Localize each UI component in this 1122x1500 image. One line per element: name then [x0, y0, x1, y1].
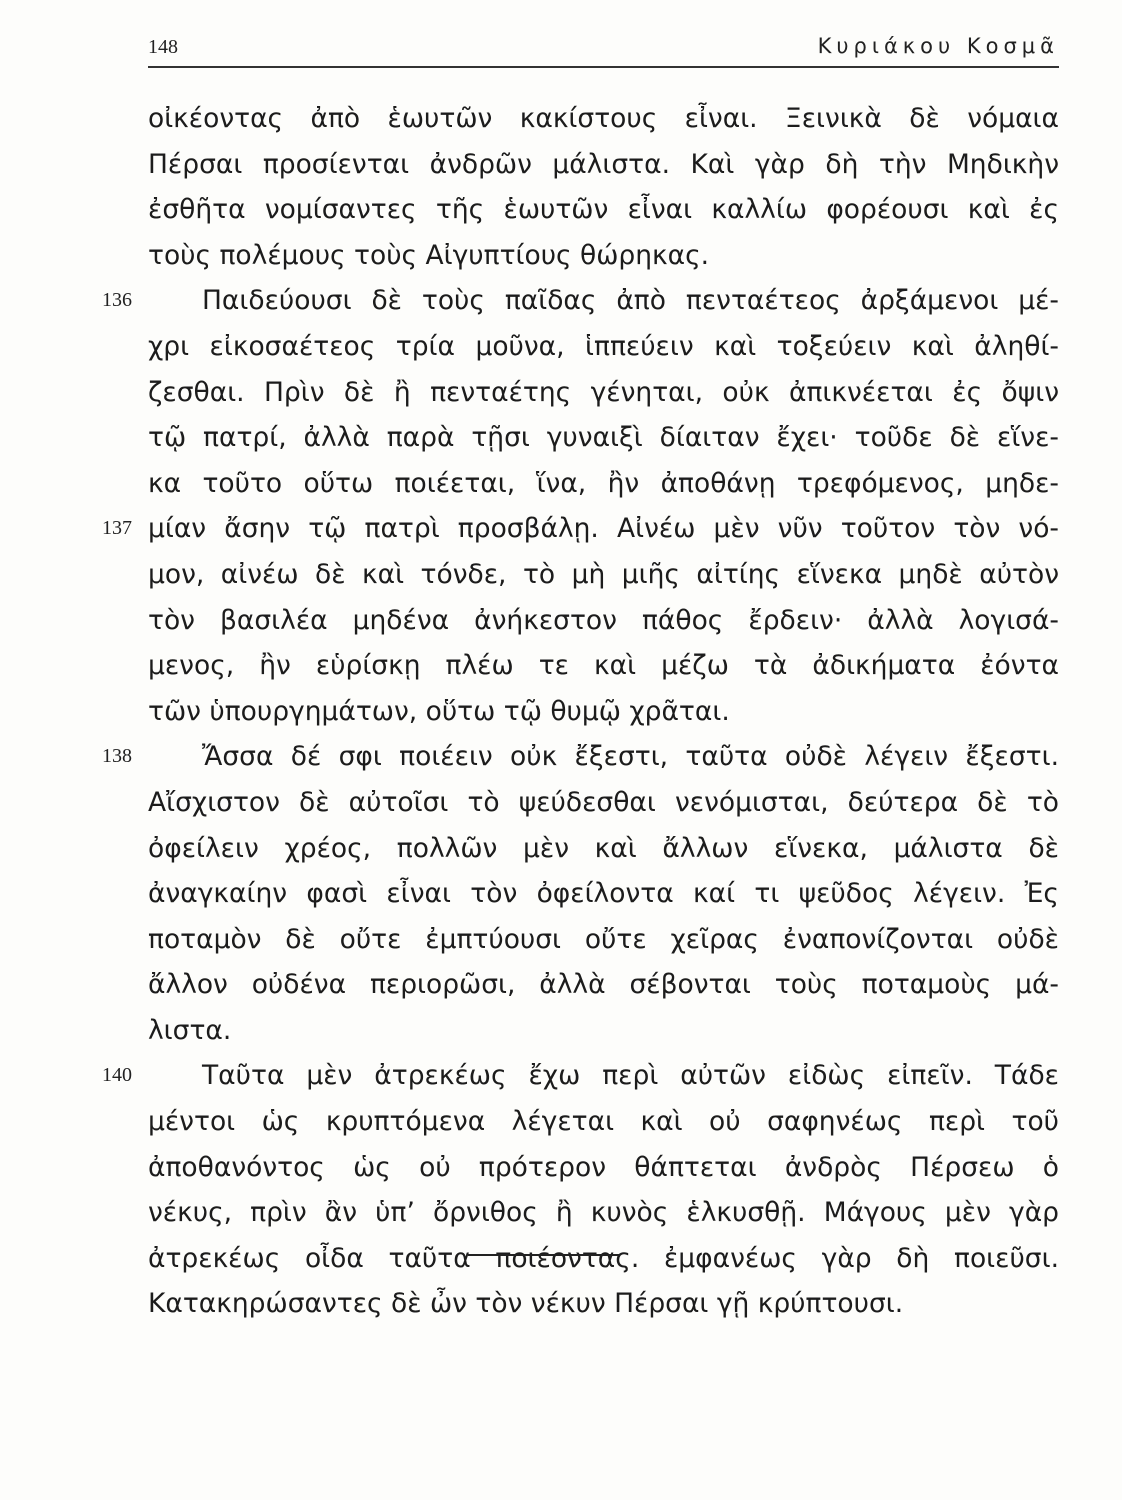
text-line [148, 962, 1059, 1008]
line-text: Ἄσσα δέ σφι ποιέειν οὐκ ἔξεστι, ταῦτα οὐδὲ λέγειν ἔξεστι. [202, 741, 1059, 773]
line-text: Κατακηρώσαντες δὲ ὦν τὸν νέκυν Πέρσαι γῇ κρύπτουσι. [148, 1288, 904, 1320]
line-text: μενος, ἢν εὑρίσκῃ πλέω τε καὶ μέζω τὰ ἀδικήματα ἐόντα [148, 650, 1059, 682]
line-text: ἐσθῆτα νομίσαντες τῆς ἑωυτῶν εἶναι καλλίω φορέουσι καὶ ἐς [148, 194, 1059, 226]
line-text: μίαν ἄσην τῷ πατρὶ προσβάλῃ. Αἰνέω μὲν νῦν τοῦτον τὸν νό- [148, 513, 1059, 545]
text-line [102, 278, 1059, 324]
line-text: χρι εἰκοσαέτεος τρία μοῦνα, ἱππεύειν καὶ τοξεύειν καὶ ἀληθί- [148, 330, 1059, 362]
text-line [102, 1053, 1059, 1099]
text-line [148, 780, 1059, 826]
line-text: τὸν βασιλέα μηδένα ἀνήκεστον πάθος ἔρδειν· ἀλλὰ λογισά- [148, 604, 1059, 636]
text-line [148, 1281, 1059, 1327]
text-line [148, 187, 1059, 233]
line-text: ζεσθαι. Πρὶν δὲ ἢ πενταέτης γένηται, οὐκ ἀπικνέεται ἐς ὄψιν [148, 376, 1059, 408]
line-text: ἄλλον οὐδένα περιορῶσι, ἀλλὰ σέβονται τοὺς ποταμοὺς μά- [148, 969, 1059, 1001]
text-line [148, 233, 1059, 279]
line-text: νέκυς, πρὶν ἂν ὑπ’ ὄρνιθος ἢ κυνὸς ἑλκυσθῇ. Μάγους μὲν γὰρ [148, 1197, 1059, 1229]
text-line [102, 734, 1059, 780]
text-line [148, 871, 1059, 917]
line-text: τοὺς πολέμους τοὺς Αἰγυπτίους θώρηκας. [148, 239, 710, 271]
text-line [148, 1008, 1059, 1054]
section-number: 140 [102, 1064, 132, 1087]
header-rule [148, 66, 1059, 68]
line-text: τῷ πατρί, ἀλλὰ παρὰ τῇσι γυναιξὶ δίαιταν ἔχει· τοῦδε δὲ εἵνε- [148, 422, 1059, 454]
text-line [148, 917, 1059, 963]
text-line [148, 461, 1059, 507]
line-text: τῶν ὑπουργημάτων, οὕτω τῷ θυμῷ χρᾶται. [148, 695, 730, 727]
line-text: Παιδεύουσι δὲ τοὺς παῖδας ἀπὸ πενταέτεος ἀρξάμενοι μέ- [202, 285, 1059, 317]
text-line [148, 643, 1059, 689]
line-text: μέντοι ὡς κρυπτόμενα λέγεται καὶ οὐ σαφηνέως περὶ τοῦ [148, 1106, 1059, 1138]
end-rule [468, 1254, 620, 1256]
page-number: 148 [148, 36, 178, 58]
text-line [148, 826, 1059, 872]
text-line [148, 415, 1059, 461]
line-text: ὀφείλειν χρέος, πολλῶν μὲν καὶ ἄλλων εἵνεκα, μάλιστα δὲ [148, 832, 1059, 864]
text-line [148, 1099, 1059, 1145]
text-line [148, 370, 1059, 416]
line-text: ποταμὸν δὲ οὔτε ἐμπτύουσι οὔτε χεῖρας ἐναπονίζονται οὐδὲ [148, 923, 1059, 955]
text-line [102, 506, 1059, 552]
page-header [148, 32, 1059, 68]
line-text: Ταῦτα μὲν ἀτρεκέως ἔχω περὶ αὐτῶν εἰδὼς εἰπεῖν. Τάδε [202, 1060, 1059, 1092]
line-text: μον, αἰνέω δὲ καὶ τόνδε, τὸ μὴ μιῆς αἰτίης εἵνεκα μηδὲ αὐτὸν [148, 558, 1059, 590]
body-text [102, 96, 1059, 1327]
section-number: 138 [102, 745, 132, 768]
text-line [148, 142, 1059, 188]
running-head: Κυριάκου Κοσμᾶ [817, 34, 1059, 58]
line-text: ἀτρεκέως οἶδα ταῦτα ποιέοντας. ἐμφανέως γὰρ δὴ ποιεῦσι. [148, 1242, 1059, 1274]
text-line [148, 689, 1059, 735]
section-number: 136 [102, 289, 132, 312]
text-line [148, 1145, 1059, 1191]
text-line [148, 598, 1059, 644]
line-text: Αἴσχιστον δὲ αὐτοῖσι τὸ ψεύδεσθαι νενόμισται, δεύτερα δὲ τὸ [148, 786, 1059, 818]
text-line [148, 1236, 1059, 1282]
line-text: κα τοῦτο οὕτω ποιέεται, ἵνα, ἢν ἀποθάνῃ τρεφόμενος, μηδε- [148, 467, 1059, 499]
line-text: ἀναγκαίην φασὶ εἶναι τὸν ὀφείλοντα καί τι ψεῦδος λέγειν. Ἐς [148, 878, 1059, 910]
line-text: Πέρσαι προσίενται ἀνδρῶν μάλιστα. Καὶ γὰρ δὴ τὴν Μηδικὴν [148, 148, 1059, 180]
section-number: 137 [102, 517, 132, 540]
text-line [148, 1190, 1059, 1236]
text-line [148, 552, 1059, 598]
text-line [148, 324, 1059, 370]
line-text: οἰκέοντας ἀπὸ ἑωυτῶν κακίστους εἶναι. Ξεινικὰ δὲ νόμαια [148, 103, 1059, 134]
line-text: λιστα. [148, 1014, 232, 1046]
line-text: ἀποθανόντος ὡς οὐ πρότερον θάπτεται ἀνδρὸς Πέρσεω ὁ [148, 1151, 1059, 1183]
text-line [148, 96, 1059, 142]
